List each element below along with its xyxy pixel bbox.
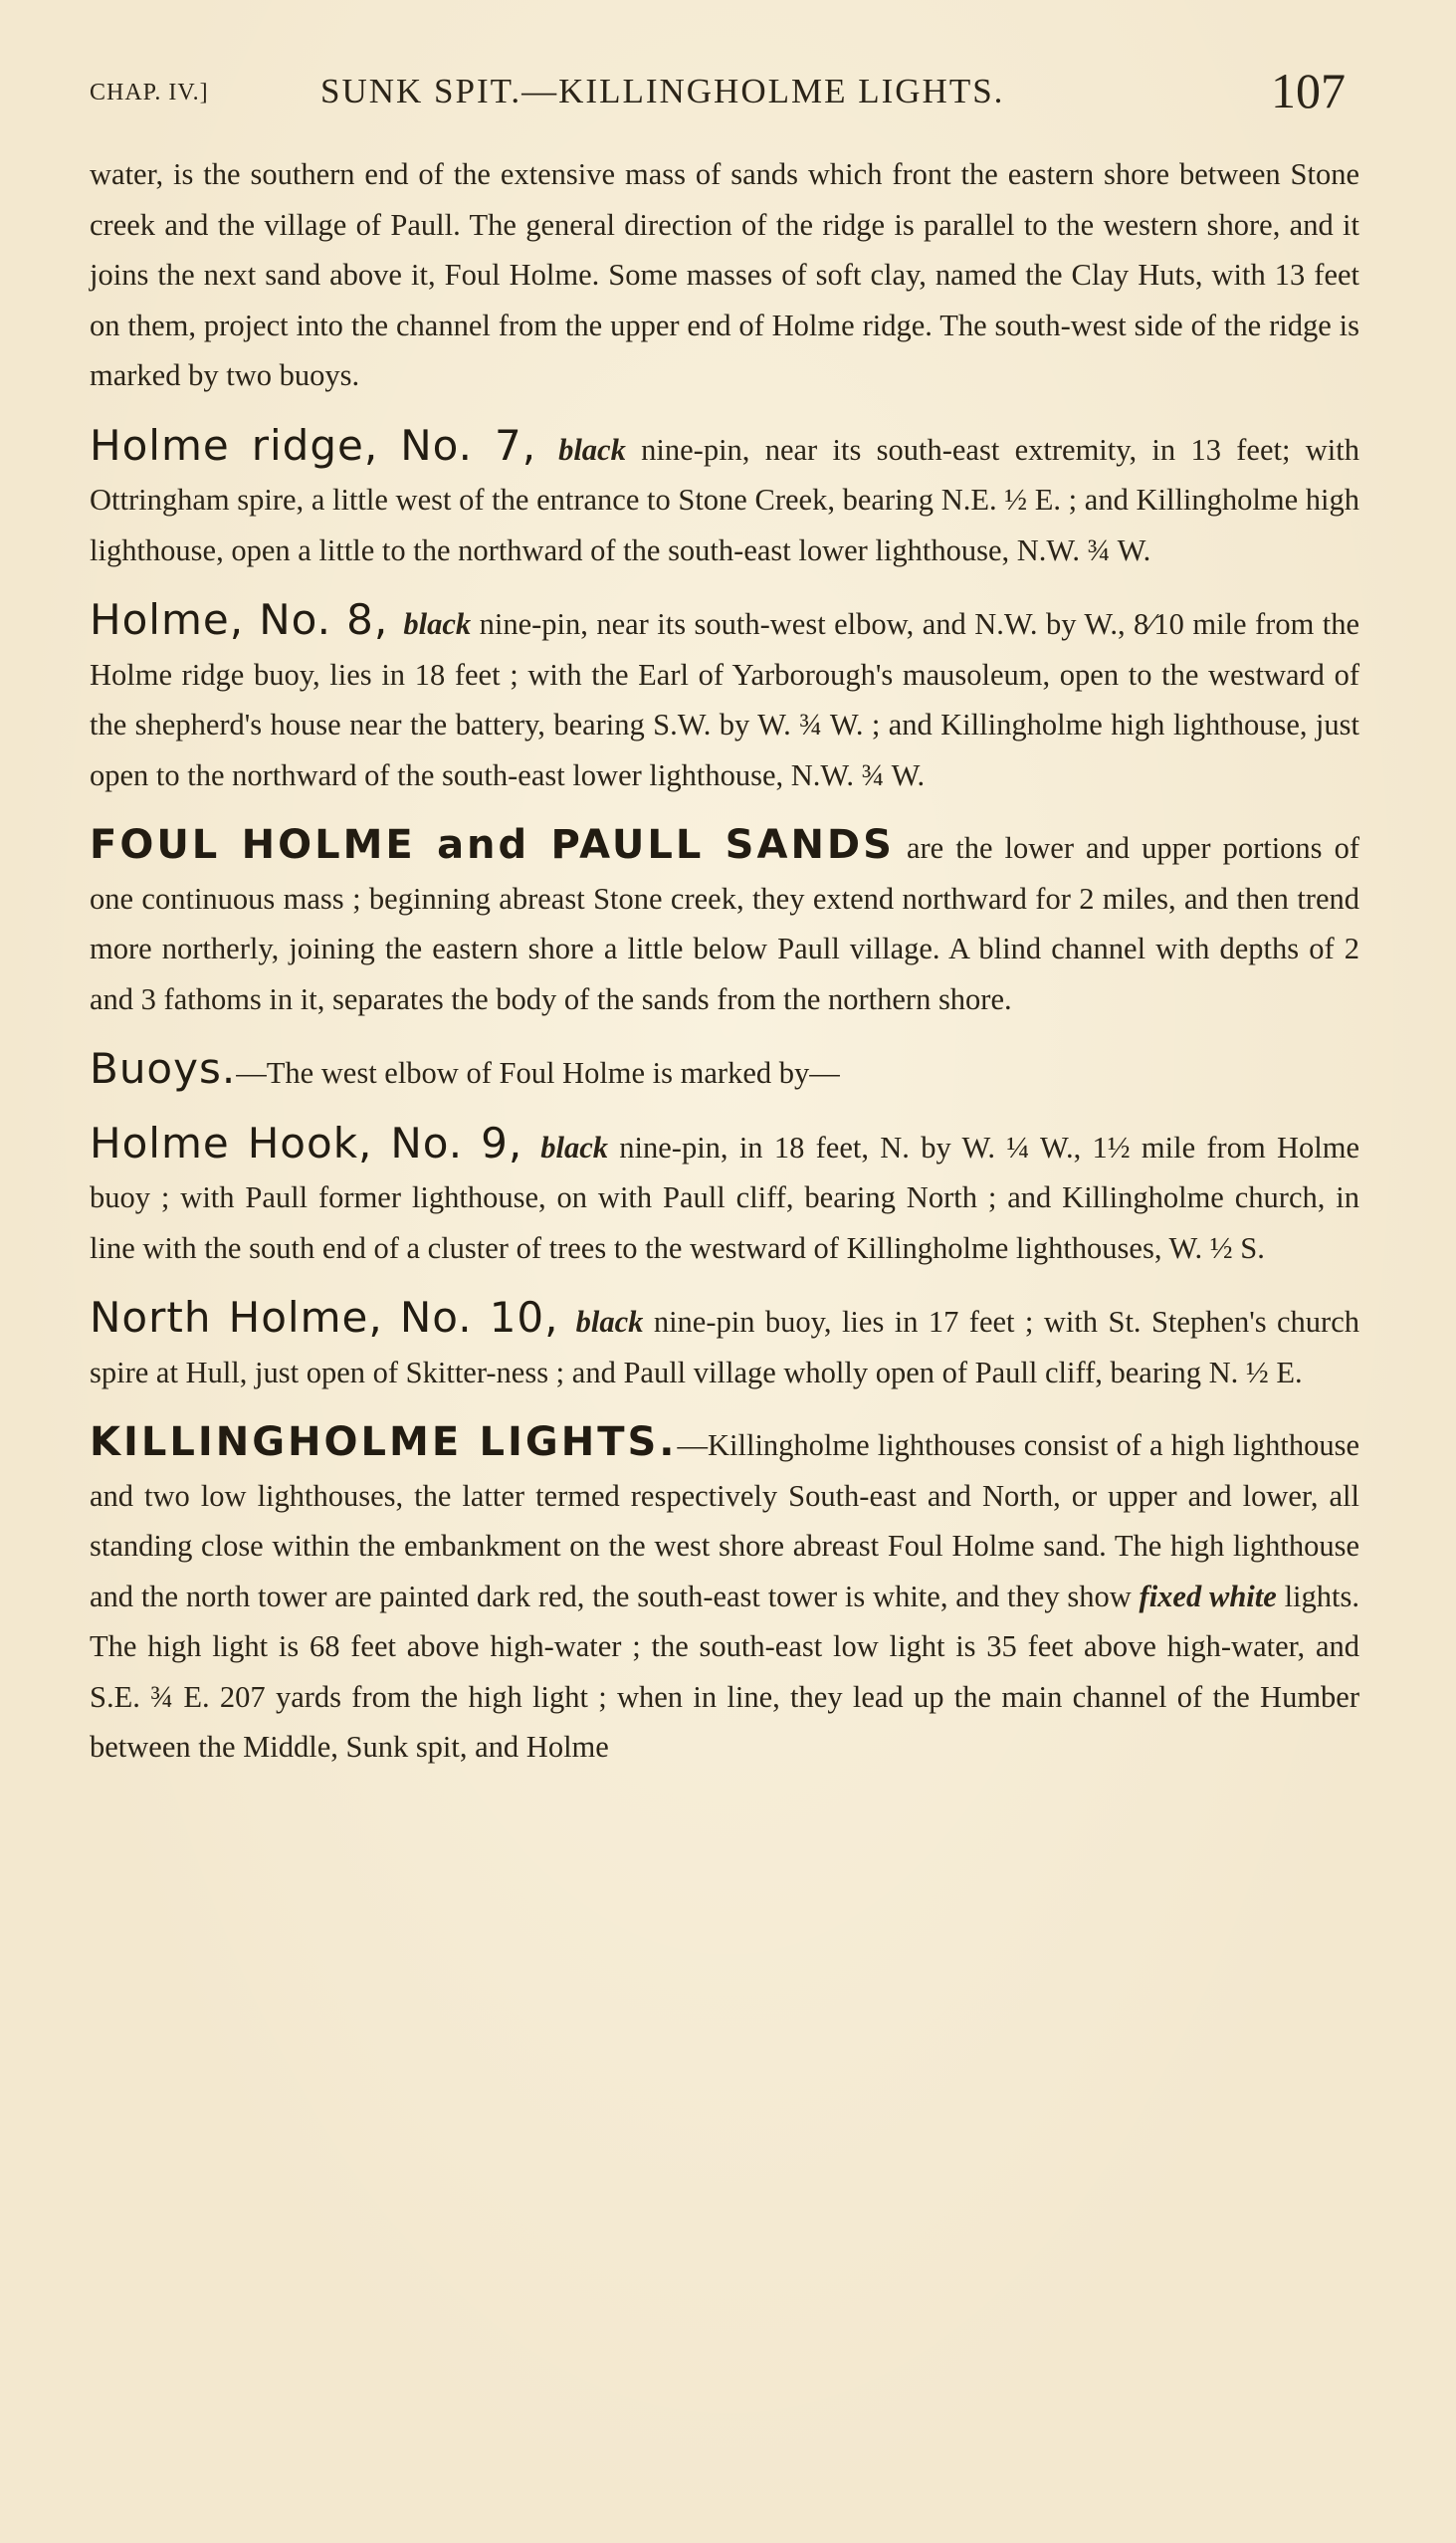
paragraph-text: nine-pin, near its south-east extremity, in 13 feet; with Ottringham spire, a little west of the entrance to Stone Creek, bearing N.E. ½ E. ; and Killingholme high lighthouse, open a little to the northward of the south-east lower lighthouse, N.W. ¾ W. [90, 432, 1359, 567]
light-character: fixed white [1139, 1579, 1277, 1613]
entry-heading: Holme, No. 8, [90, 595, 404, 644]
entry-heading: Holme Hook, No. 9, [90, 1118, 541, 1167]
paragraph-text: nine-pin, near its south-west elbow, and N.W. by W., 8⁄10 mile from the Holme ridge buoy, lies in 18 feet ; with the Earl of Yarborough's mausoleum, open to the westward of the shepherd's house near the battery, bearing S.W. by W. ¾ W. ; and Killingholme high lighthouse, just open to the northward of the south-east lower lighthouse, N.W. ¾ W. [90, 607, 1360, 792]
buoy-colour: black [540, 1130, 608, 1165]
paragraph-text: nine-pin, in 18 feet, N. by W. ¼ W., 1½ mile from Holme buoy ; with Paull former lighthouse, on with Paull cliff, bearing North ; and Killingholme church, in line with the south end of a cluster of trees to the westward of Killingholme lighthouses, W. ½ S. [90, 1130, 1359, 1265]
entry-heading: Holme ridge, No. 7, [90, 420, 559, 470]
paragraph-foul-holme-paull-sands [90, 820, 1359, 1024]
body-text [90, 149, 1359, 1773]
running-header [90, 62, 1346, 121]
paragraph-holme-buoy [90, 595, 1359, 800]
entry-heading: North Holme, No. 10, [90, 1293, 576, 1342]
paragraph-buoys [90, 1044, 1359, 1099]
entry-heading: Buoys. [90, 1044, 237, 1093]
paragraph-holme-ridge-intro [90, 149, 1359, 401]
chapter-reference: CHAP. IV.] [90, 80, 209, 106]
running-title: SUNK SPIT.—KILLINGHOLME LIGHTS. [320, 72, 1005, 110]
paragraph-north-holme-buoy [90, 1293, 1359, 1397]
section-heading: KILLINGHOLME LIGHTS. [90, 1419, 678, 1465]
paragraph-text: are the lower and upper portions of one continuous mass ; beginning abreast Stone creek, they extend northward for 2 miles, and then trend more northerly, joining the eastern shore a little below Paull village. A blind channel with depths of 2 and 3 fathoms in it, separates the body of the sands from the northern shore. [90, 831, 1359, 1016]
paragraph-holme-hook-buoy [90, 1119, 1359, 1274]
buoy-colour: black [403, 607, 472, 641]
paragraph-text: —The west elbow of Foul Holme is marked by— [236, 1056, 840, 1090]
page-number: 107 [1271, 63, 1346, 118]
paragraph-text: nine-pin buoy, lies in 17 feet ; with St. Stephen's church spire at Hull, just open of Skitter-ness ; and Paull village wholly open of Paull cliff, bearing N. ½ E. [90, 1305, 1359, 1389]
section-heading: FOUL HOLME and PAULL SANDS [90, 822, 895, 868]
paragraph-text: water, is the southern end of the extensive mass of sands which front the eastern shore between Stone creek and the village of Paull. The general direction of the ridge is parallel to the western shore, and it joins the next sand above it, Foul Holme. Some masses of soft clay, named the Clay Huts, with 13 feet on them, project into the channel from the upper end of Holme ridge. The south-west side of the ridge is marked by two buoys. [90, 157, 1359, 392]
buoy-colour: black [558, 432, 626, 467]
paragraph-text: —Killingholme lighthouses consist of a high lighthouse and two low lighthouses, the latter termed respectively South-east and North, or upper and lower, all standing close within the embankment on the west shore abreast Foul Holme sand. The high lighthouse and the north tower are painted dark red, the south-east tower is white, and they show [90, 1428, 1360, 1613]
paragraph-text-continued: lights. The high light is 68 feet above high-water ; the south-east low light is 35 feet above high-water, and S.E. ¾ E. 207 yards from the high light ; when in line, they lead up the main channel of the Humber between the Middle, Sunk spit, and Holme [90, 1579, 1360, 1764]
paragraph-killingholme-lights [90, 1417, 1359, 1773]
paragraph-holme-ridge-buoy [90, 421, 1359, 576]
buoy-colour: black [575, 1305, 644, 1339]
